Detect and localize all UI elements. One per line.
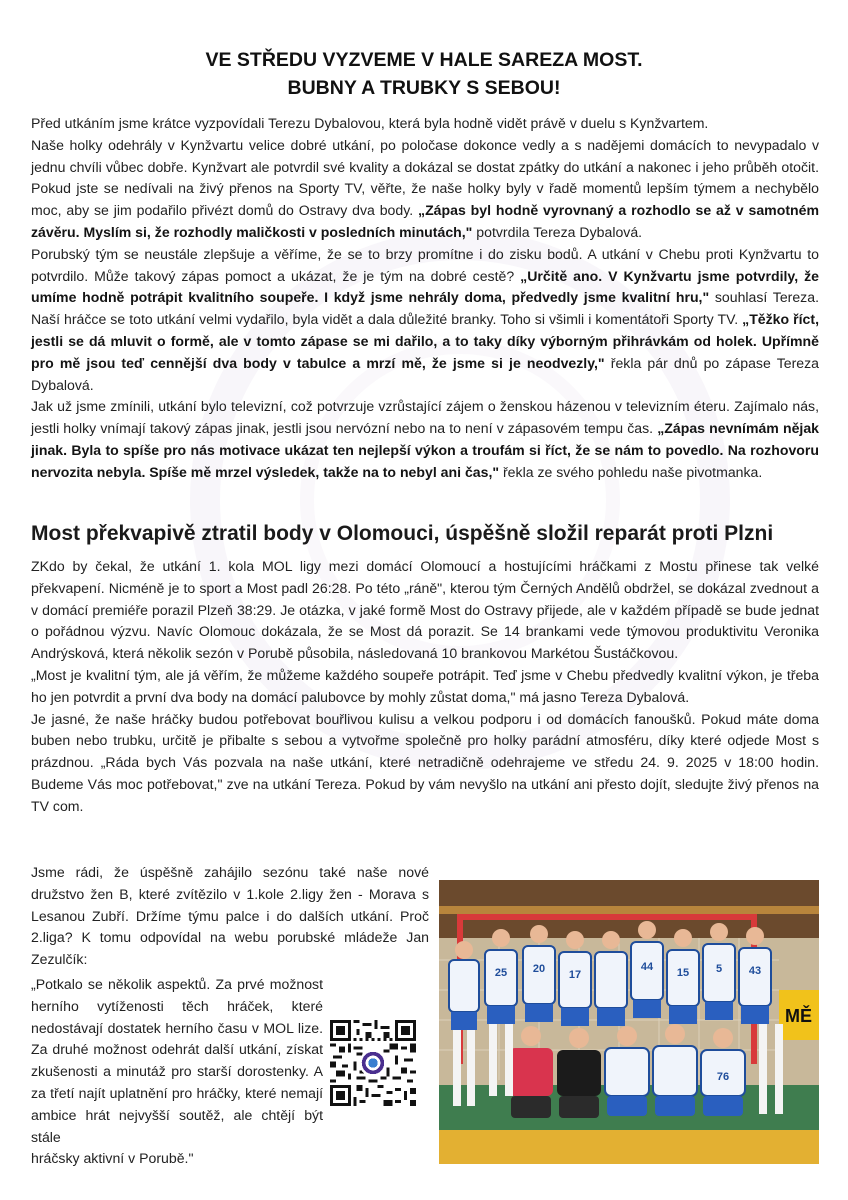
jersey-number: 44 xyxy=(640,961,654,973)
jersey-number: 25 xyxy=(494,967,508,979)
quote-main: „Potkalo se několik aspektů. Za prvé možnost herního vytíženosti těch hráček, které nedostávají dostatek herního času v MOL lize. Za druhé možnost odehrát další utkání, získat zkušenosti a minutáž pro starší dorostenky. A za třetí najít uplatnění pro hráčky, které nemají ambice hrát nejvyšší soutěž, ale chtějí být stále xyxy=(31,976,323,1145)
paragraph-tail: řekla ze svého pohledu naše pivotmanka. xyxy=(502,463,763,480)
article-paragraph-2: „Most je kvalitní tým, ale já věřím, že můžeme každého soupeře potrápit. Teď jsme v Chebu předvedly kvalitní výkon, je třeba ho jen potvrdit a první dva body na domácí palubovce by mohly zůstat doma," má jasno Tereza Dybalová. xyxy=(31,666,819,705)
jersey-number: 17 xyxy=(568,969,582,981)
article-paragraph-3: Je jasné, že naše hráčky budou potřebovat bouřlivou kulisu a velkou podporu i od domácích fanoušků. Pokud máte doma buben nebo trubku, určitě je přibalte s sebou a vytvořme společně pro holky parádní atmosféru, díky které odjede Most s prázdnou. „Ráda bych Vás pozvala na naše utkání, které netradičně odehrajeme ve středu 24. 9. 2025 v 18:00 hodin. Budeme Vás moc potřebovat," zve na utkání Tereza. Pokud by vám nevyšlo na utkání ani přesto dojít, sledujte živý přenos na TV com. xyxy=(31,710,819,814)
jersey-number: 20 xyxy=(532,963,546,975)
headline-line-2: BUBNY A TRUBKY S SEBOU! xyxy=(287,77,561,99)
jersey-number: 15 xyxy=(676,967,690,979)
paragraph-middle: souhlasí Tereza. Naší hráčce se toto utkání velmi vydařilo, byla vidět a dala důležité branky. Toho si všimli i komentátoři Sporty TV. xyxy=(31,289,819,328)
jersey-number: 5 xyxy=(715,963,723,975)
quote-bold: „Určitě ano. V Kynžvartu jsme potvrdily, že umíme hodně potrápit kvalitního soupeře. I když jsme nehrály doma, předvedly jsme kvalitní hru," xyxy=(31,267,820,306)
article-paragraph-1: ZKdo by čekal, že utkání 1. kola MOL ligy mezi domácí Olomoucí a hostujícími hráčkami z Mostu přinese tak velké překvapení. Nicméně je to sport a Most padl 26:28. Po této „ráně", kterou tým Černých Andělů obdržel, se dokázal zvednout a v domácí premiéře porazil Plzeň 38:29. Je otázka, v jaké formě Most do Ostravy přijede, ale v každém případě se bude jednat o pořádnou výzvu. Navíc Olomouc dokázala, že se Most dá porazit. Se 14 brankami vede týmovou produktivitu Veronika Andrýsková, která několik sezón v Porubě působila, následovaná 10 brankovou Markétou Šustáčkovou. xyxy=(31,558,819,662)
team-photo xyxy=(439,880,819,1164)
quote-bold: „Zápas nevnímám nějak jinak. Byla to spíše pro nás motivace ukázat ten nejlepší výkon a troufám si říct, že se nám to povedlo. Na rozhovoru nervozita nebyla. Spíše mě mrzel výsledek, takže na to nebyl ani čas," xyxy=(31,420,819,480)
quote-bold: „Těžko říct, jestli se dá mluvit o formě, ale v tomto zápase se mi dařilo, a to taky díky výborným přihrávkám od holek. Upřímně pro mě jsou teď cennější dva body v tabulce a mrzí mě, že jsme si je neodvezly," xyxy=(31,311,819,371)
intro-article xyxy=(31,113,819,484)
sponsor-banner-text: MĚ xyxy=(785,1006,812,1026)
intro-paragraph-3 xyxy=(31,244,819,397)
quote-last-line: hráčsky aktivní v Porubě." xyxy=(31,1150,194,1167)
headline-line-1: VE STŘEDU VYZVEME V HALE SAREZA MOST. xyxy=(205,49,643,71)
intro-paragraph-2 xyxy=(31,135,819,244)
section-title: Most překvapivě ztratil body v Olomouci, úspěšně složil reparát proti Plzni xyxy=(31,522,774,545)
coach-quote xyxy=(31,974,323,1170)
intro-paragraph-4 xyxy=(31,396,819,483)
team-b-paragraph: Jsme rádi, že úspěšně zahájilo sezónu také naše nové družstvo žen B, které zvítězilo v 1.kole 2.ligy žen - Morava s Lesanou Zubří. Držíme týmu palce i do dalších utkání. Proč 2.liga? K tomu odpovídal na webu porubské mládeže Jan Zezulčík: xyxy=(31,864,429,968)
match-preview-article xyxy=(31,556,819,818)
jersey-number: 76 xyxy=(716,1071,730,1083)
quote-bold: „Zápas byl hodně vyrovnaný a rozhodlo se až v samotném závěru. Myslím si, že rozhodly maličkosti v posledních minutách," xyxy=(31,202,819,240)
jersey-number: 43 xyxy=(748,965,762,977)
paragraph-tail: řekla pár dnů po zápase Tereza Dybalová. xyxy=(31,354,819,393)
paragraph-text: Porubský tým se neustále zlepšuje a věříme, že se to brzy promítne i do zisku bodů. A utkání v Chebu proti Kynžvartu to potvrdilo. Může takový zápas pomoct a ukázat, že je tým na dobré cestě? xyxy=(31,245,819,284)
paragraph-text: Naše holky odehrály v Kynžvartu velice dobré utkání, po poločase dokonce vedly a s nadějemi domácích to nevypadalo v jednu chvíli vůbec dobře. Kynžvart ale potvrdil své kvality a dokázal se dostat zpátky do utkání a nakonec i jeho průběh otočit. Pokud jste se nedívali na živý přenos na Sporty TV, věřte, že naše holky byly v řadě momentů lepším týmem a nechybělo moc, aby se jim podařilo přivézt domů do Ostravy dva body. xyxy=(31,136,819,219)
intro-paragraph-1: Před utkáním jsme krátce vyzpovídali Terezu Dybalovou, která byla hodně vidět právě v duelu s Kynžvartem. xyxy=(31,115,709,131)
paragraph-text: Jak už jsme zmínili, utkání bylo televizní, což potvrzuje vzrůstající zájem o ženskou házenou v televizním éteru. Zajímalo nás, jestli holky vnímají takový zápas jinak, jestli jsou nervózní nebo na to není v zápasovém tempu čas. xyxy=(31,398,819,437)
qr-code[interactable] xyxy=(330,1020,416,1106)
paragraph-tail: potvrdila Tereza Dybalová. xyxy=(476,223,643,240)
page-headline xyxy=(40,46,808,102)
